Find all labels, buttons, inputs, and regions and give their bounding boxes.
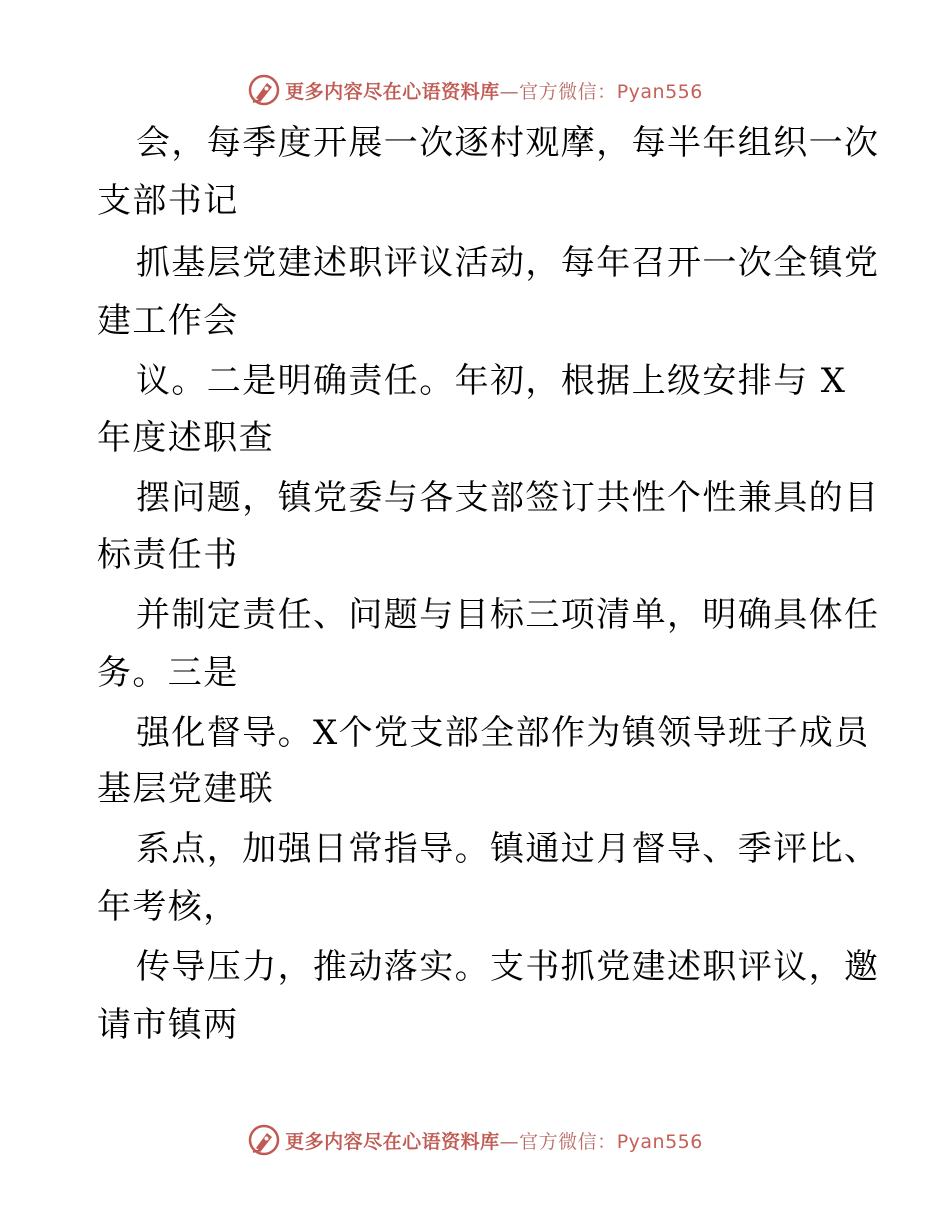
watermark-text: [285, 77, 703, 104]
watermark-text: [285, 1127, 703, 1154]
pen-nib-logo-icon: [247, 73, 281, 107]
pen-nib-logo-icon: [247, 1123, 281, 1157]
watermark-dash: —: [499, 1130, 520, 1153]
body-line: 标责任书: [97, 535, 239, 575]
body-line: 传导压力，推动落实。支书抓党建述职评议，邀: [136, 947, 880, 987]
watermark-main: 更多内容尽在心语资料库: [285, 1130, 500, 1153]
watermark-main: 更多内容尽在心语资料库: [285, 80, 500, 103]
body-line: 会，每季度开展一次逐村观摩，每半年组织一次: [136, 123, 880, 163]
footer-watermark: [0, 1120, 950, 1160]
body-line: 摆问题，镇党委与各支部签订共性个性兼具的目: [136, 478, 880, 518]
body-line: 基层党建联: [97, 769, 274, 809]
body-line: 支部书记: [97, 181, 239, 221]
body-line: 建工作会: [97, 301, 239, 341]
body-line: 抓基层党建述职评议活动，每年召开一次全镇党: [136, 243, 880, 283]
watermark-label: 官方微信：: [519, 1130, 617, 1153]
watermark-account: Pyan556: [616, 1130, 703, 1153]
body-line: 务。三是: [97, 653, 239, 693]
watermark-dash: —: [499, 80, 520, 103]
header-watermark: [0, 70, 950, 110]
body-line: 请市镇两: [97, 1005, 239, 1045]
body-line: 年考核，: [97, 887, 239, 927]
watermark-label: 官方微信：: [519, 80, 617, 103]
body-line: 年度述职查: [97, 418, 274, 458]
body-line: 强化督导。X个党支部全部作为镇领导班子成员: [136, 713, 870, 753]
body-line: 议。二是明确责任。年初，根据上级安排与 X: [136, 361, 847, 401]
body-line: 并制定责任、问题与目标三项清单，明确具体任: [136, 595, 880, 635]
watermark-account: Pyan556: [616, 80, 703, 103]
body-line: 系点，加强日常指导。镇通过月督导、季评比、: [136, 829, 880, 869]
